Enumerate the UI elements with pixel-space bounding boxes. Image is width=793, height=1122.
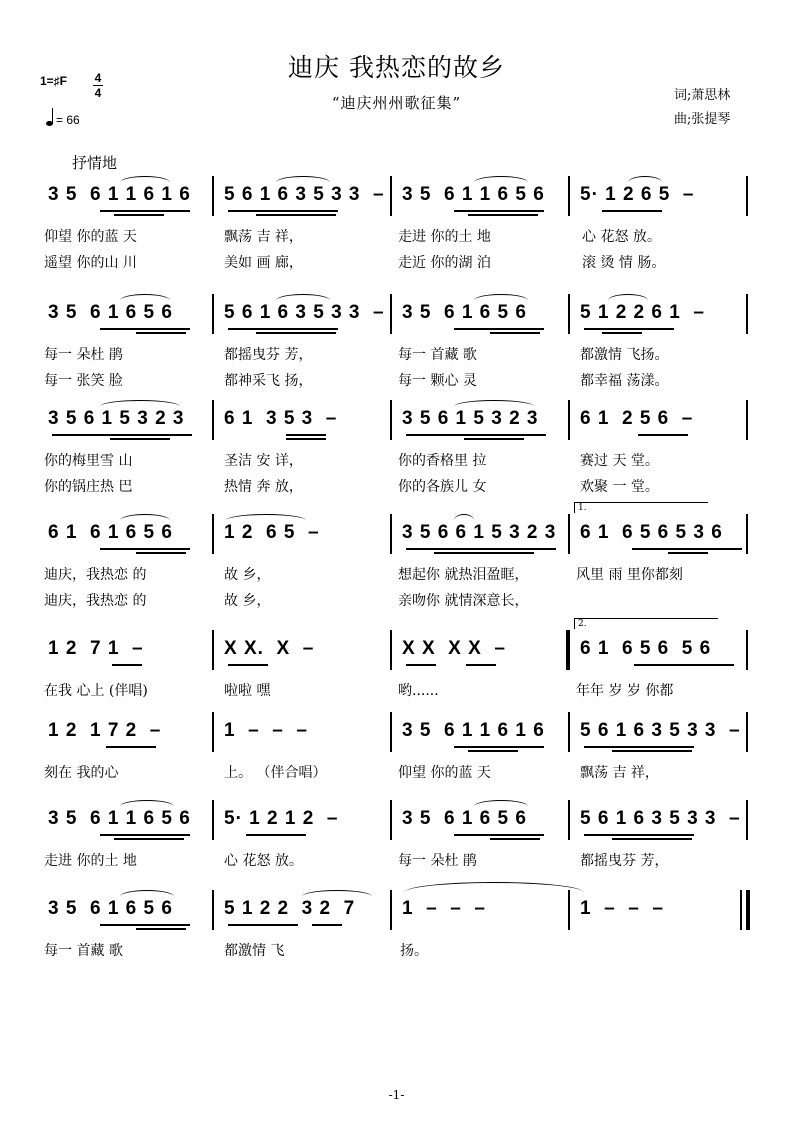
barline — [568, 514, 570, 554]
notation: 6 1 6 1 6 5 6 — [48, 522, 173, 543]
notation: 6 1 3 5 3 – — [224, 408, 338, 429]
slur — [226, 514, 306, 527]
barline — [746, 400, 748, 440]
slur — [628, 176, 662, 189]
notation: 3 5 6 1 6 5 6 — [402, 808, 527, 829]
barline — [212, 712, 214, 752]
lyric-verse-2: 遥望 你的山 川 — [44, 255, 137, 271]
double-underline — [136, 552, 186, 554]
barline — [568, 800, 570, 840]
lyric-verse-1: 啦啦 嘿 — [224, 683, 271, 699]
measure — [216, 712, 386, 781]
lyric-verse-1: 飘荡 吉 祥， — [580, 765, 659, 781]
measure — [394, 630, 564, 699]
time-signature-bottom: 4 — [94, 86, 102, 100]
lyric-verse-1: 心 花怒 放。 — [224, 853, 303, 869]
slur — [454, 514, 474, 527]
double-underline — [468, 214, 538, 216]
measure — [572, 514, 742, 583]
lyric-verse-1: 都激情 飞扬。 — [580, 347, 669, 363]
lyric-verse-2: 你的锅庄热 巴 — [44, 479, 133, 495]
barline — [212, 890, 214, 930]
double-underline — [602, 332, 642, 334]
slur — [120, 890, 174, 903]
barline — [568, 712, 570, 752]
barline — [212, 176, 214, 216]
lyric-verse-1: 心 花怒 放。 — [582, 229, 661, 245]
lyric-verse-1: 赛过 天 堂。 — [580, 453, 659, 469]
measure — [572, 890, 742, 930]
underline — [286, 434, 326, 436]
barline — [746, 630, 748, 670]
notation: 3 5 6 1 6 5 6 — [402, 302, 527, 323]
double-underline — [136, 928, 186, 930]
underline — [584, 328, 674, 330]
measure — [394, 514, 564, 609]
notation: 6 1 6 5 6 5 3 6 — [580, 522, 723, 543]
lyric-verse-1: 每一 朵杜 鹃 — [44, 347, 123, 363]
measure — [394, 890, 564, 959]
measure — [40, 514, 210, 609]
notation: 6 1 6 5 6 5 6 — [580, 638, 712, 659]
measure — [572, 176, 742, 271]
subtitle: “迪庆州州歌征集” — [331, 94, 462, 112]
measure — [40, 400, 210, 495]
lyric-verse-1: 飘荡 吉 祥， — [224, 229, 303, 245]
measure — [216, 294, 386, 389]
barline — [212, 400, 214, 440]
underline — [406, 548, 556, 550]
barline — [746, 294, 748, 334]
double-underline — [490, 838, 540, 840]
lyric-verse-2: 每一 张笑 脸 — [44, 373, 123, 389]
measure — [394, 400, 564, 495]
double-underline — [110, 438, 170, 440]
underline — [100, 924, 190, 926]
double-underline — [256, 214, 336, 216]
lyric-verse-2: 每一 颗心 灵 — [398, 373, 477, 389]
notation: X X. X – — [224, 638, 315, 659]
notation: 5· 1 2 6 5 – — [580, 184, 695, 205]
lyric-verse-1: 仰望 你的蓝 天 — [44, 229, 137, 245]
measure — [40, 294, 210, 389]
notation: 3 5 6 6 1 5 3 2 3 — [402, 522, 557, 543]
lyric-verse-2: 滚 烫 情 肠。 — [582, 255, 666, 271]
notation: 3 5 6 1 1 6 5 6 — [48, 808, 191, 829]
measure — [394, 176, 564, 271]
lyric-verse-2: 亲吻你 就情深意长， — [398, 593, 529, 609]
slur — [474, 294, 528, 307]
barline — [568, 400, 570, 440]
lyric-verse-2: 故 乡， — [224, 593, 271, 609]
underline — [638, 434, 688, 436]
underline — [100, 328, 190, 330]
barline — [390, 400, 392, 440]
notation: 3 5 6 1 1 6 1 6 — [48, 184, 191, 205]
notation: 3 5 6 1 1 6 5 6 — [402, 184, 545, 205]
underline — [228, 210, 338, 212]
double-underline — [434, 552, 534, 554]
notation: 1 – – – — [224, 720, 308, 741]
underline — [406, 664, 436, 666]
lyric-verse-2: 热情 奔 放， — [224, 479, 303, 495]
barline — [746, 712, 748, 752]
measure — [40, 800, 210, 869]
lyric-verse-1: 走进 你的土 地 — [44, 853, 137, 869]
barline — [746, 800, 748, 840]
notation: 6 1 2 5 6 – — [580, 408, 694, 429]
barline — [568, 176, 570, 216]
final-barline — [746, 890, 750, 930]
underline — [312, 924, 342, 926]
notation: 5 6 1 6 3 5 3 3 – — [580, 720, 741, 741]
underline — [246, 834, 306, 836]
slur — [120, 294, 170, 307]
barline — [390, 176, 392, 216]
lyric-verse-1: 上。 （伴合唱） — [224, 765, 327, 781]
underline — [602, 210, 662, 212]
barline — [390, 800, 392, 840]
lyric-verse-1: 每一 朵杜 鹃 — [398, 853, 477, 869]
lyric-verse-1: 风里 雨 里你都刻 — [576, 567, 683, 583]
measure — [216, 630, 386, 699]
underline — [454, 746, 544, 748]
barline — [390, 890, 392, 930]
notation: 3 5 6 1 5 3 2 3 — [48, 408, 185, 429]
notation: 1 2 7 1 – — [48, 638, 144, 659]
underline — [100, 210, 190, 212]
lyricist-credit: 词;萧思林 — [674, 88, 731, 103]
barline — [568, 890, 570, 930]
lyric-verse-1: 仰望 你的蓝 天 — [398, 765, 491, 781]
barline — [740, 890, 742, 930]
expression-marking: 抒情地 — [72, 154, 118, 172]
double-underline — [468, 750, 518, 752]
lyric-verse-1: 你的梅里雪 山 — [44, 453, 133, 469]
lyric-verse-2: 都神采飞 扬， — [224, 373, 313, 389]
barline — [390, 294, 392, 334]
notation: 3 5 6 1 5 3 2 3 — [402, 408, 539, 429]
notation: 3 5 6 1 6 5 6 — [48, 302, 173, 323]
underline — [584, 746, 694, 748]
page-number: -1- — [388, 1088, 405, 1102]
underline — [228, 328, 338, 330]
barline — [212, 294, 214, 334]
lyric-verse-1: 想起你 就热泪盈眶， — [398, 567, 529, 583]
notation: 5 6 1 6 3 5 3 3 – — [224, 302, 385, 323]
notation: 1 2 1 7 2 – — [48, 720, 162, 741]
slur — [100, 400, 180, 413]
double-underline — [114, 838, 184, 840]
barline — [390, 514, 392, 554]
underline — [406, 434, 546, 436]
measure — [394, 294, 564, 389]
notation: 1 2 6 5 – — [224, 522, 320, 543]
measure — [40, 712, 210, 781]
underline — [52, 434, 192, 436]
slur — [276, 176, 330, 189]
barline — [212, 800, 214, 840]
page-title: 迪庆 我热恋的故乡 — [288, 53, 505, 82]
measure — [572, 800, 742, 869]
double-underline — [612, 750, 692, 752]
slur — [474, 800, 528, 813]
notation: 3 5 6 1 6 5 6 — [48, 898, 173, 919]
notation: 5 1 2 2 6 1 – — [580, 302, 705, 323]
underline — [100, 548, 190, 550]
lyric-verse-1: 在我 心上 (伴唱) — [44, 683, 148, 699]
measure — [40, 890, 210, 959]
key-signature: 1=♯F — [40, 74, 68, 88]
measure — [394, 800, 564, 869]
lyric-verse-1: 都激情 飞 — [224, 943, 285, 959]
lyric-verse-1: 年年 岁 岁 你都 — [576, 683, 674, 699]
slur — [454, 400, 534, 413]
volta-bracket-1: 1. — [574, 502, 708, 513]
composer-credit: 曲;张提琴 — [674, 112, 731, 127]
lyric-verse-1: 扬。 — [400, 943, 428, 959]
lyric-verse-2: 都幸福 荡漾。 — [580, 373, 669, 389]
barline — [212, 630, 214, 670]
notation: 5 6 1 6 3 5 3 3 – — [224, 184, 385, 205]
notation: 5· 1 2 1 2 – — [224, 808, 339, 829]
slur — [120, 514, 170, 527]
lyric-verse-2: 迪庆，我热恋 的 — [44, 593, 147, 609]
underline — [112, 664, 142, 666]
barline — [746, 514, 748, 554]
measure — [216, 514, 386, 609]
measure — [572, 712, 742, 781]
lyric-verse-1: 你的香格里 拉 — [398, 453, 487, 469]
barline — [212, 514, 214, 554]
notation: 1 – – – — [402, 898, 486, 919]
lyric-verse-1: 走进 你的土 地 — [398, 229, 491, 245]
lyric-verse-2: 欢聚 一 堂。 — [580, 479, 659, 495]
underline — [584, 834, 694, 836]
lyric-verse-2: 美如 画 廊， — [224, 255, 303, 271]
slur — [608, 294, 648, 307]
tempo-value: = 66 — [56, 113, 80, 127]
double-underline — [612, 838, 692, 840]
measure — [572, 294, 742, 389]
underline — [634, 664, 734, 666]
double-underline — [286, 438, 326, 440]
slur — [302, 890, 372, 903]
notation: 5 6 1 6 3 5 3 3 – — [580, 808, 741, 829]
slur — [474, 176, 528, 189]
barline — [746, 176, 748, 216]
barline — [390, 630, 392, 670]
volta-bracket-2: 2. — [574, 618, 718, 629]
lyric-verse-1: 迪庆，我热恋 的 — [44, 567, 147, 583]
lyric-verse-1: 都摇曳芬 芳， — [224, 347, 313, 363]
repeat-barline — [566, 630, 570, 670]
time-signature — [93, 72, 103, 99]
underline — [228, 664, 268, 666]
measure — [216, 890, 386, 959]
underline — [454, 210, 544, 212]
barline — [390, 712, 392, 752]
notation: 1 – – – — [580, 898, 664, 919]
underline — [100, 834, 190, 836]
double-underline — [136, 332, 186, 334]
lyric-verse-1: 哟...... — [398, 683, 439, 699]
underline — [106, 746, 156, 748]
double-underline — [490, 332, 540, 334]
lyric-verse-1: 每一 首藏 歌 — [44, 943, 123, 959]
lyric-verse-2: 你的各族儿 女 — [398, 479, 487, 495]
measure — [40, 176, 210, 271]
measure — [216, 800, 386, 869]
lyric-verse-1: 圣洁 安 详， — [224, 453, 303, 469]
underline — [454, 834, 544, 836]
measure — [394, 712, 564, 781]
double-underline — [256, 332, 336, 334]
quarter-note-icon — [46, 121, 53, 126]
time-signature-top: 4 — [94, 71, 102, 85]
lyric-verse-1: 刻在 我的心 — [44, 765, 119, 781]
lyric-verse-1: 都摇曳芬 芳， — [580, 853, 669, 869]
double-underline — [668, 552, 708, 554]
notation: X X X X – — [402, 638, 506, 659]
lyric-verse-1: 故 乡， — [224, 567, 271, 583]
tempo-marking — [46, 113, 80, 127]
underline — [454, 328, 544, 330]
double-underline — [464, 438, 524, 440]
barline — [568, 294, 570, 334]
underline — [632, 548, 742, 550]
measure — [572, 630, 742, 699]
measure — [216, 176, 386, 271]
slur — [120, 176, 170, 189]
lyric-verse-1: 每一 首藏 歌 — [398, 347, 477, 363]
underline — [228, 924, 298, 926]
slur — [276, 294, 330, 307]
lyric-verse-2: 走近 你的湖 泊 — [398, 255, 491, 271]
double-underline — [114, 214, 164, 216]
underline — [466, 664, 496, 666]
measure — [40, 630, 210, 699]
measure — [572, 400, 742, 495]
measure — [216, 400, 386, 495]
notation: 5 1 2 2 3 2 7 — [224, 898, 356, 919]
notation: 3 5 6 1 1 6 1 6 — [402, 720, 545, 741]
slur — [120, 800, 174, 813]
